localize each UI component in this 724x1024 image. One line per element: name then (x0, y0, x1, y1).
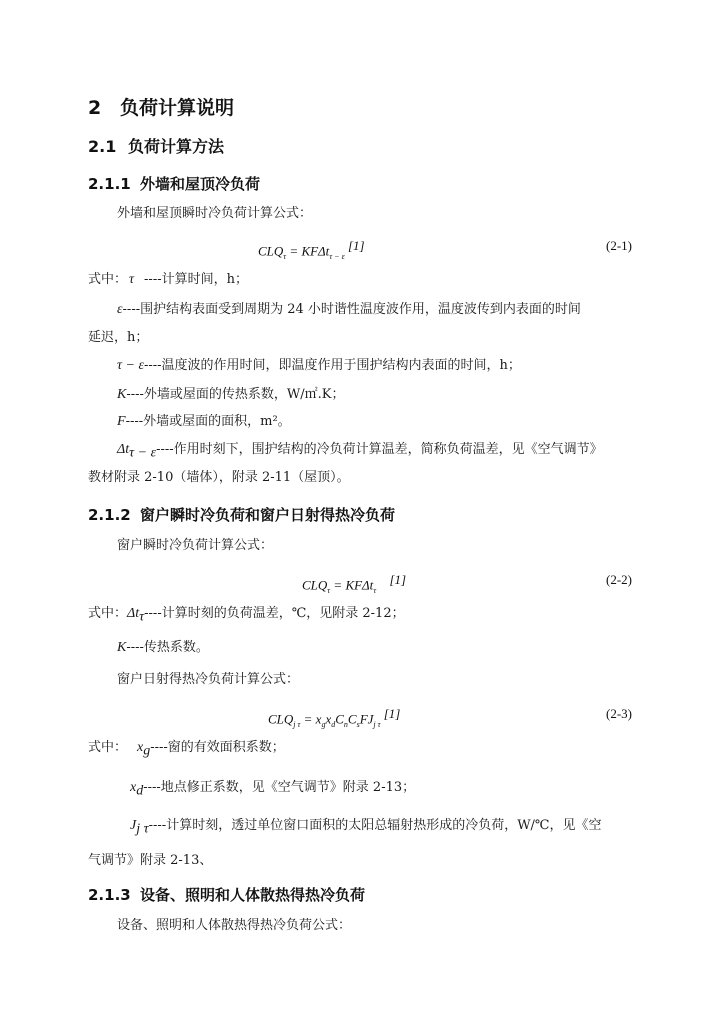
section-number: 2 (88, 97, 102, 119)
eq-lhs-sub: τ (283, 251, 287, 261)
symbol: τ − ε (117, 358, 144, 373)
eq-lhs: CLQ (302, 577, 328, 593)
definition-text: ----窗的有效面积系数； (150, 740, 285, 755)
eq-lhs: CLQ (268, 711, 294, 727)
definition-text: ----计算时刻的负荷温差，℃，见附录 2-12； (144, 606, 405, 621)
equation-label: (2-2) (606, 572, 632, 587)
definition-text: ----作用时刻下，围护结构的冷负荷计算温差，简称负荷温差，见《空气调节》 (156, 442, 603, 457)
definition-delta-t (117, 442, 603, 462)
eq-rhs: = KFΔt (333, 577, 374, 593)
equation-label: (2-3) (606, 706, 632, 721)
equation-2-2 (302, 572, 406, 595)
definition-text: ----计算时间，h； (144, 272, 248, 287)
symbol: τ (129, 272, 135, 287)
equation-2-3 (268, 706, 400, 729)
symbol: Δt (127, 606, 140, 621)
section-title: 设备、照明和人体散热得热冷负荷 (140, 886, 366, 904)
citation-ref: [1] (347, 238, 365, 253)
section-2-1-2-heading (88, 504, 395, 525)
definition-prefix: 式中： (88, 272, 128, 287)
section-2-heading (88, 93, 234, 120)
definition-delta-t (88, 606, 405, 626)
section-number: 2.1.1 (88, 175, 131, 193)
definition-k (117, 387, 345, 403)
eq-term: C (335, 711, 344, 727)
definition-tau (88, 272, 248, 288)
eq-sub: s (356, 719, 360, 729)
eq-rhs-sub: τ − ε (329, 251, 345, 261)
definition-f (117, 414, 291, 430)
paragraph: 窗户日射得热冷负荷计算公式： (117, 672, 300, 687)
definition-xd (130, 780, 415, 800)
symbol: J (130, 818, 137, 833)
section-number: 2.1.2 (88, 506, 131, 524)
symbol-sub: τ (139, 609, 145, 625)
citation-ref: [1] (383, 706, 401, 721)
definition-text: ----传热系数。 (126, 640, 209, 655)
symbol: K (117, 640, 127, 655)
eq-lhs-sub: τ (327, 585, 331, 595)
definition-tau-epsilon (117, 358, 521, 374)
eq-term: x (325, 711, 332, 727)
definition-j (130, 818, 601, 838)
definition-prefix: 式中： (88, 740, 128, 755)
section-title: 负荷计算方法 (128, 137, 225, 156)
eq-lhs: CLQ (258, 243, 284, 259)
symbol: x (130, 780, 137, 795)
symbol: x (137, 740, 144, 755)
definition-epsilon (117, 302, 581, 318)
definition-text: ----外墙或屋面的面积，m²。 (125, 414, 291, 429)
definition-text: ----外墙或屋面的传热系数，W/㎡.K； (126, 387, 345, 402)
symbol-sub: d (136, 783, 144, 799)
eq-rhs-sub: τ (373, 585, 377, 595)
symbol: Δt (117, 442, 130, 457)
section-2-1-heading (88, 134, 224, 157)
definition-text: ----地点修正系数，见《空气调节》附录 2-13； (143, 780, 416, 795)
equation-2-1 (258, 238, 365, 261)
paragraph: 窗户瞬时冷负荷计算公式： (117, 538, 274, 553)
symbol: ε (117, 302, 123, 317)
eq-sub: j τ (373, 719, 381, 729)
section-number: 2.1.3 (88, 886, 131, 904)
eq-term: FJ (359, 711, 374, 727)
eq-sub: g (321, 719, 326, 729)
section-title: 负荷计算说明 (120, 97, 235, 119)
symbol: F (117, 414, 126, 429)
section-title: 外墙和屋顶冷负荷 (140, 175, 261, 193)
paragraph: 设备、照明和人体散热得热冷负荷公式： (117, 918, 352, 933)
eq-rhs: = x (303, 711, 322, 727)
definition-continuation: 气调节》附录 2-13、 (88, 853, 213, 868)
eq-sub: n (343, 719, 348, 729)
eq-term: C (347, 711, 357, 727)
definition-text: ----温度波的作用时间，即温度作用于围护结构内表面的时间，h； (143, 358, 521, 373)
section-title: 窗户瞬时冷负荷和窗户日射得热冷负荷 (140, 506, 396, 524)
definition-continuation: 教材附录 2-10（墙体），附录 2-11（屋顶）。 (88, 470, 350, 485)
definition-text: ----围护结构表面受到周期为 24 小时谐性温度波作用，温度波传到内表面的时间 (122, 302, 581, 317)
equation-label: (2-1) (606, 238, 632, 253)
section-number: 2.1 (88, 137, 117, 156)
eq-rhs: = KFΔt (289, 243, 330, 259)
definition-prefix: 式中： (88, 606, 128, 621)
definition-k (117, 640, 209, 656)
citation-ref: [1] (389, 572, 407, 587)
symbol: K (117, 387, 127, 402)
section-2-1-1-heading (88, 173, 260, 194)
section-2-1-3-heading (88, 884, 365, 905)
paragraph: 外墙和屋顶瞬时冷负荷计算公式： (117, 206, 313, 221)
definition-continuation: 延迟，h； (88, 330, 149, 345)
eq-lhs-sub: j τ (293, 719, 301, 729)
definition-text: ----计算时刻，透过单位窗口面积的太阳总辐射热形成的冷负荷，W/℃，见《空 (148, 818, 602, 833)
definition-xg (88, 740, 285, 760)
symbol-sub: τ − ε (129, 445, 157, 461)
symbol-sub: g (143, 743, 151, 759)
symbol-sub: j τ (136, 821, 149, 837)
eq-sub: d (331, 719, 336, 729)
